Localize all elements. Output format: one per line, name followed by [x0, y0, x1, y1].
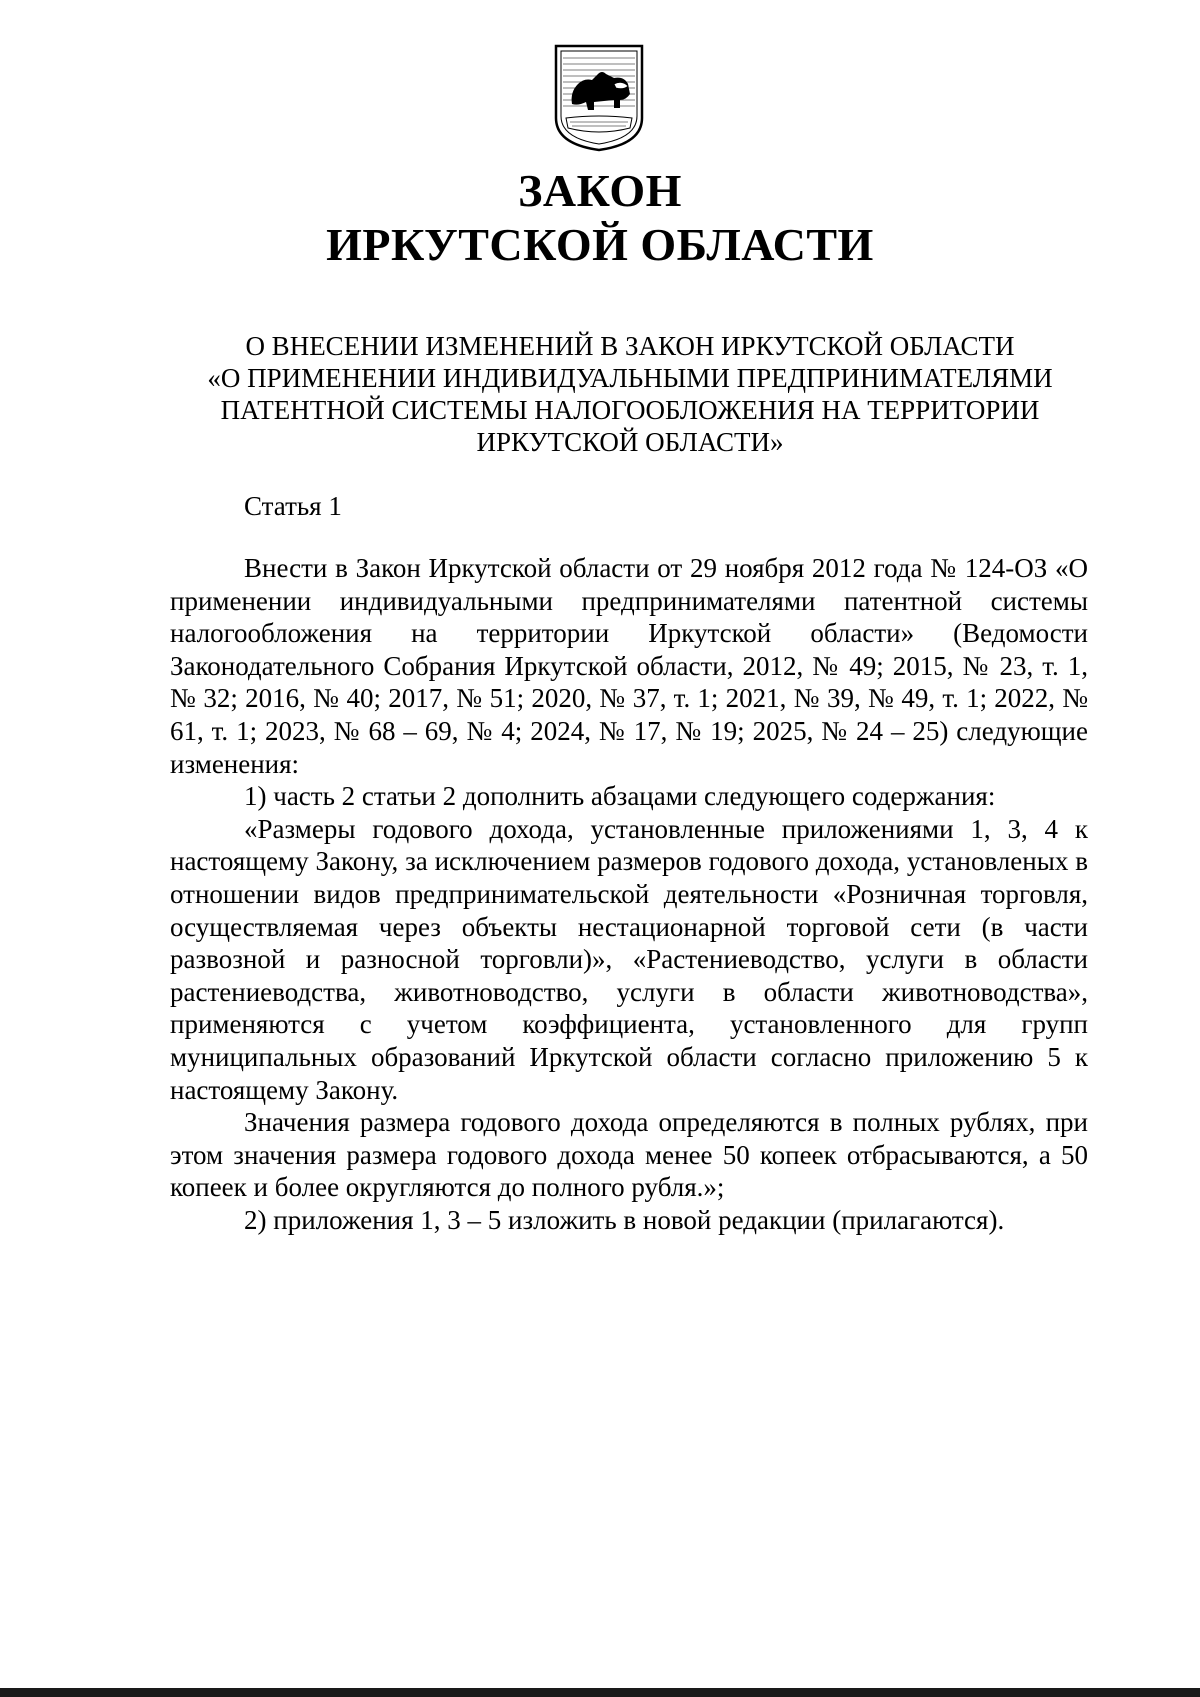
article-heading: Статья 1: [244, 491, 342, 521]
coat-of-arms-icon: [554, 44, 644, 152]
subtitle-line: ПАТЕНТНОЙ СИСТЕМЫ НАЛОГООБЛОЖЕНИЯ НА ТЕРРИТОРИИ: [220, 395, 1040, 425]
subtitle-line: «О ПРИМЕНЕНИИ ИНДИВИДУАЛЬНЫМИ ПРЕДПРИНИМАТЕЛЯМИ: [207, 363, 1053, 393]
paragraph-item-2: 2) приложения 1, 3 – 5 изложить в новой редакции (прилагаются).: [244, 1204, 1005, 1235]
subtitle-line: ИРКУТСКОЙ ОБЛАСТИ»: [476, 427, 784, 457]
scan-edge: [0, 1688, 1200, 1697]
law-region: ИРКУТСКОЙ ОБЛАСТИ: [326, 219, 874, 270]
law-title: ЗАКОН: [518, 165, 682, 216]
paragraph-rounding: Значения размера годового дохода определяются в полных рублях, при этом значения размера годового дохода менее 50 копеек отбрасываются, а 50 копеек и более округляются до полного рубля.»;: [170, 1107, 1088, 1203]
subtitle-line: О ВНЕСЕНИИ ИЗМЕНЕНИЙ В ЗАКОН ИРКУТСКОЙ ОБЛАСТИ: [245, 331, 1015, 361]
article-body: [170, 552, 1088, 1236]
paragraph-intro: Внести в Закон Иркутской области от 29 ноября 2012 года № 124-ОЗ «О применении индивидуальными предпринимателями патентной системы налогообложения на территории Иркутской области» (Ведомости Законодательного Собрания Иркутской области, 2012, № 49; 2015, № 23, т. 1, № 32; 2016, № 40; 2017, № 51; 2020, № 37, т. 1; 2021, № 39, № 49, т. 1; 2022, № 61, т. 1; 2023, № 68 – 69, № 4; 2024, № 17, № 19; 2025, № 24 – 25) следующие изменения:: [170, 553, 1088, 779]
law-subtitle: [160, 330, 1100, 458]
paragraph-item-1: 1) часть 2 статьи 2 дополнить абзацами следующего содержания:: [244, 781, 996, 812]
paragraph-quote: «Размеры годового дохода, установленные приложениями 1, 3, 4 к настоящему Закону, за исключением размеров годового дохода, установленых в отношении видов предпринимательской деятельности «Розничная торговля, осуществляемая через объекты нестационарной торговой сети (в части развозной и разносной торговли)», «Растениеводство, услуги в области растениеводства, животноводство, услуги в области животноводства», применяются с учетом коэффициента, установленного для групп муниципальных образований Иркутской области согласно приложению 5 к настоящему Закону.: [170, 813, 1088, 1105]
